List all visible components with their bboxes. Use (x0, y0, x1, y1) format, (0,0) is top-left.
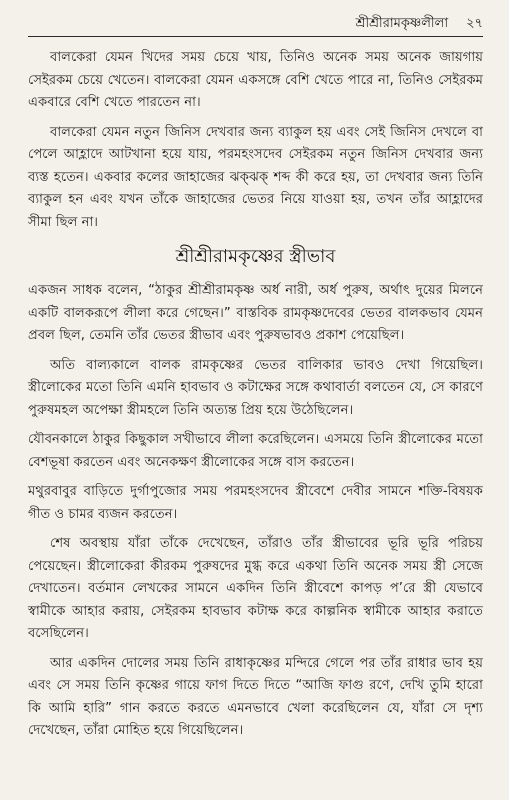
page-number: ২৭ (466, 16, 483, 31)
paragraph: বালকেরা যেমন নতুন জিনিস দেখবার জন্য ব্যাকুল হয় এবং সেই জিনিস দেখলে বা পেলে আহ্লাদে আটখানা হয়ে যায়, পরমহংসদেব সেইরকম নতুন জিনিস দেখবার জন্য ব্যস্ত হতেন। একবার কলের জাহাজের ঝক্‌ঝক্‌ শব্দ কী করে হয়, তা দেখবার জন্য তিনি ব্যাকুল হন এবং যখন তাঁকে জাহাজের ভেতর নিয়ে যাওয়া হয়, তখন তাঁর আহ্লাদের সীমা ছিল না। (28, 124, 483, 230)
running-header (28, 14, 483, 37)
paragraph: একজন সাধক বলেন, “ঠাকুর শ্রীশ্রীরামকৃষ্ণ অর্ধ নারী, অর্ধ পুরুষ, অর্থাৎ দুয়ের মিলনে একটি বালকরূপে লীলা করে গেছেন।” বাস্তবিক রামকৃষ্ণদেবের ভেতর বালকভাব যেমন প্রবল ছিল, তেমনি তাঁর ভেতর স্ত্রীভাব এবং পুরুষভাবও প্রকাশ পেয়েছিল। (28, 283, 483, 343)
paragraph: আর একদিন দোলের সময় তিনি রাধাকৃষ্ণের মন্দিরে গেলে পর তাঁর রাধার ভাব হয় এবং সে সময় তিনি কৃষ্ণের গায়ে ফাগ দিতে দিতে “আজি ফাগু রণে, দেখি তুমি হারো কি আমি হারি” গান করতে করতে এমনভাবে খেলা করেছিলেন যে, যাঁরা সে দৃশ্য দেখেছেন, তাঁরা মোহিত হয়ে গিয়েছিলেন। (28, 655, 483, 738)
paragraph: মথুরবাবুর বাড়িতে দুর্গাপুজোর সময় পরমহংসদেব স্ত্রীবেশে দেবীর সামনে শক্তি-বিষয়ক গীত ও চামর ব্যজন করতেন। (28, 484, 483, 522)
section-heading: শ্রীশ্রীরামকৃষ্ণের স্ত্রীভাব (175, 246, 336, 267)
paragraph: যৌবনকালে ঠাকুর কিছুকাল সখীভাবে লীলা করেছিলেন। এসময়ে তিনি স্ত্রীলোকের মতো বেশভূষা করতেন এবং অনেকক্ষণ স্ত্রীলোকের সঙ্গে বাস করতেন। (28, 432, 483, 470)
running-title: শ্রীশ্রীরামকৃষ্ণলীলা (355, 16, 449, 31)
paragraph: বালকেরা যেমন খিদের সময় চেয়ে খায়, তিনিও অনেক সময় অনেক জায়গায় সেইরকম চেয়ে খেতেন। বালকেরা যেমন একসঙ্গে বেশি খেতে পারে না, তিনিও সেইরকম একবারে বেশি খেতে পারতেন না। (28, 50, 483, 110)
paragraph: শেষ অবস্থায় যাঁরা তাঁকে দেখেছেন, তাঁরাও তাঁর স্ত্রীভাবের ভূরি ভূরি পরিচয় পেয়েছেন। স্ত্রীলোকেরা কীরকম পুরুষদের মুগ্ধ করে একথা তিনি অনেক সময় স্ত্রী সেজে দেখাতেন। বর্তমান লেখকের সামনে একদিন তিনি স্ত্রীবেশে কাপড় প’রে স্ত্রী যেভাবে স্বামীকে আহার করায়, সেইরকম হাবভাব কটাক্ষ করে কাল্পনিক স্বামীকে আহার করাতে বসেছিলেন। (28, 536, 483, 641)
paragraph: অতি বাল্যকালে বালক রামকৃষ্ণের ভেতর বালিকার ভাবও দেখা গিয়েছিল। স্ত্রীলোকের মতো তিনি এমনি হাবভাব ও কটাক্ষের সঙ্গে কথাবার্তা বলতেন যে, সে কারণে পুরুষমহল অপেক্ষা স্ত্রীমহলে তিনি অত্যন্ত প্রিয় হয়ে উঠেছিলেন। (28, 357, 483, 418)
